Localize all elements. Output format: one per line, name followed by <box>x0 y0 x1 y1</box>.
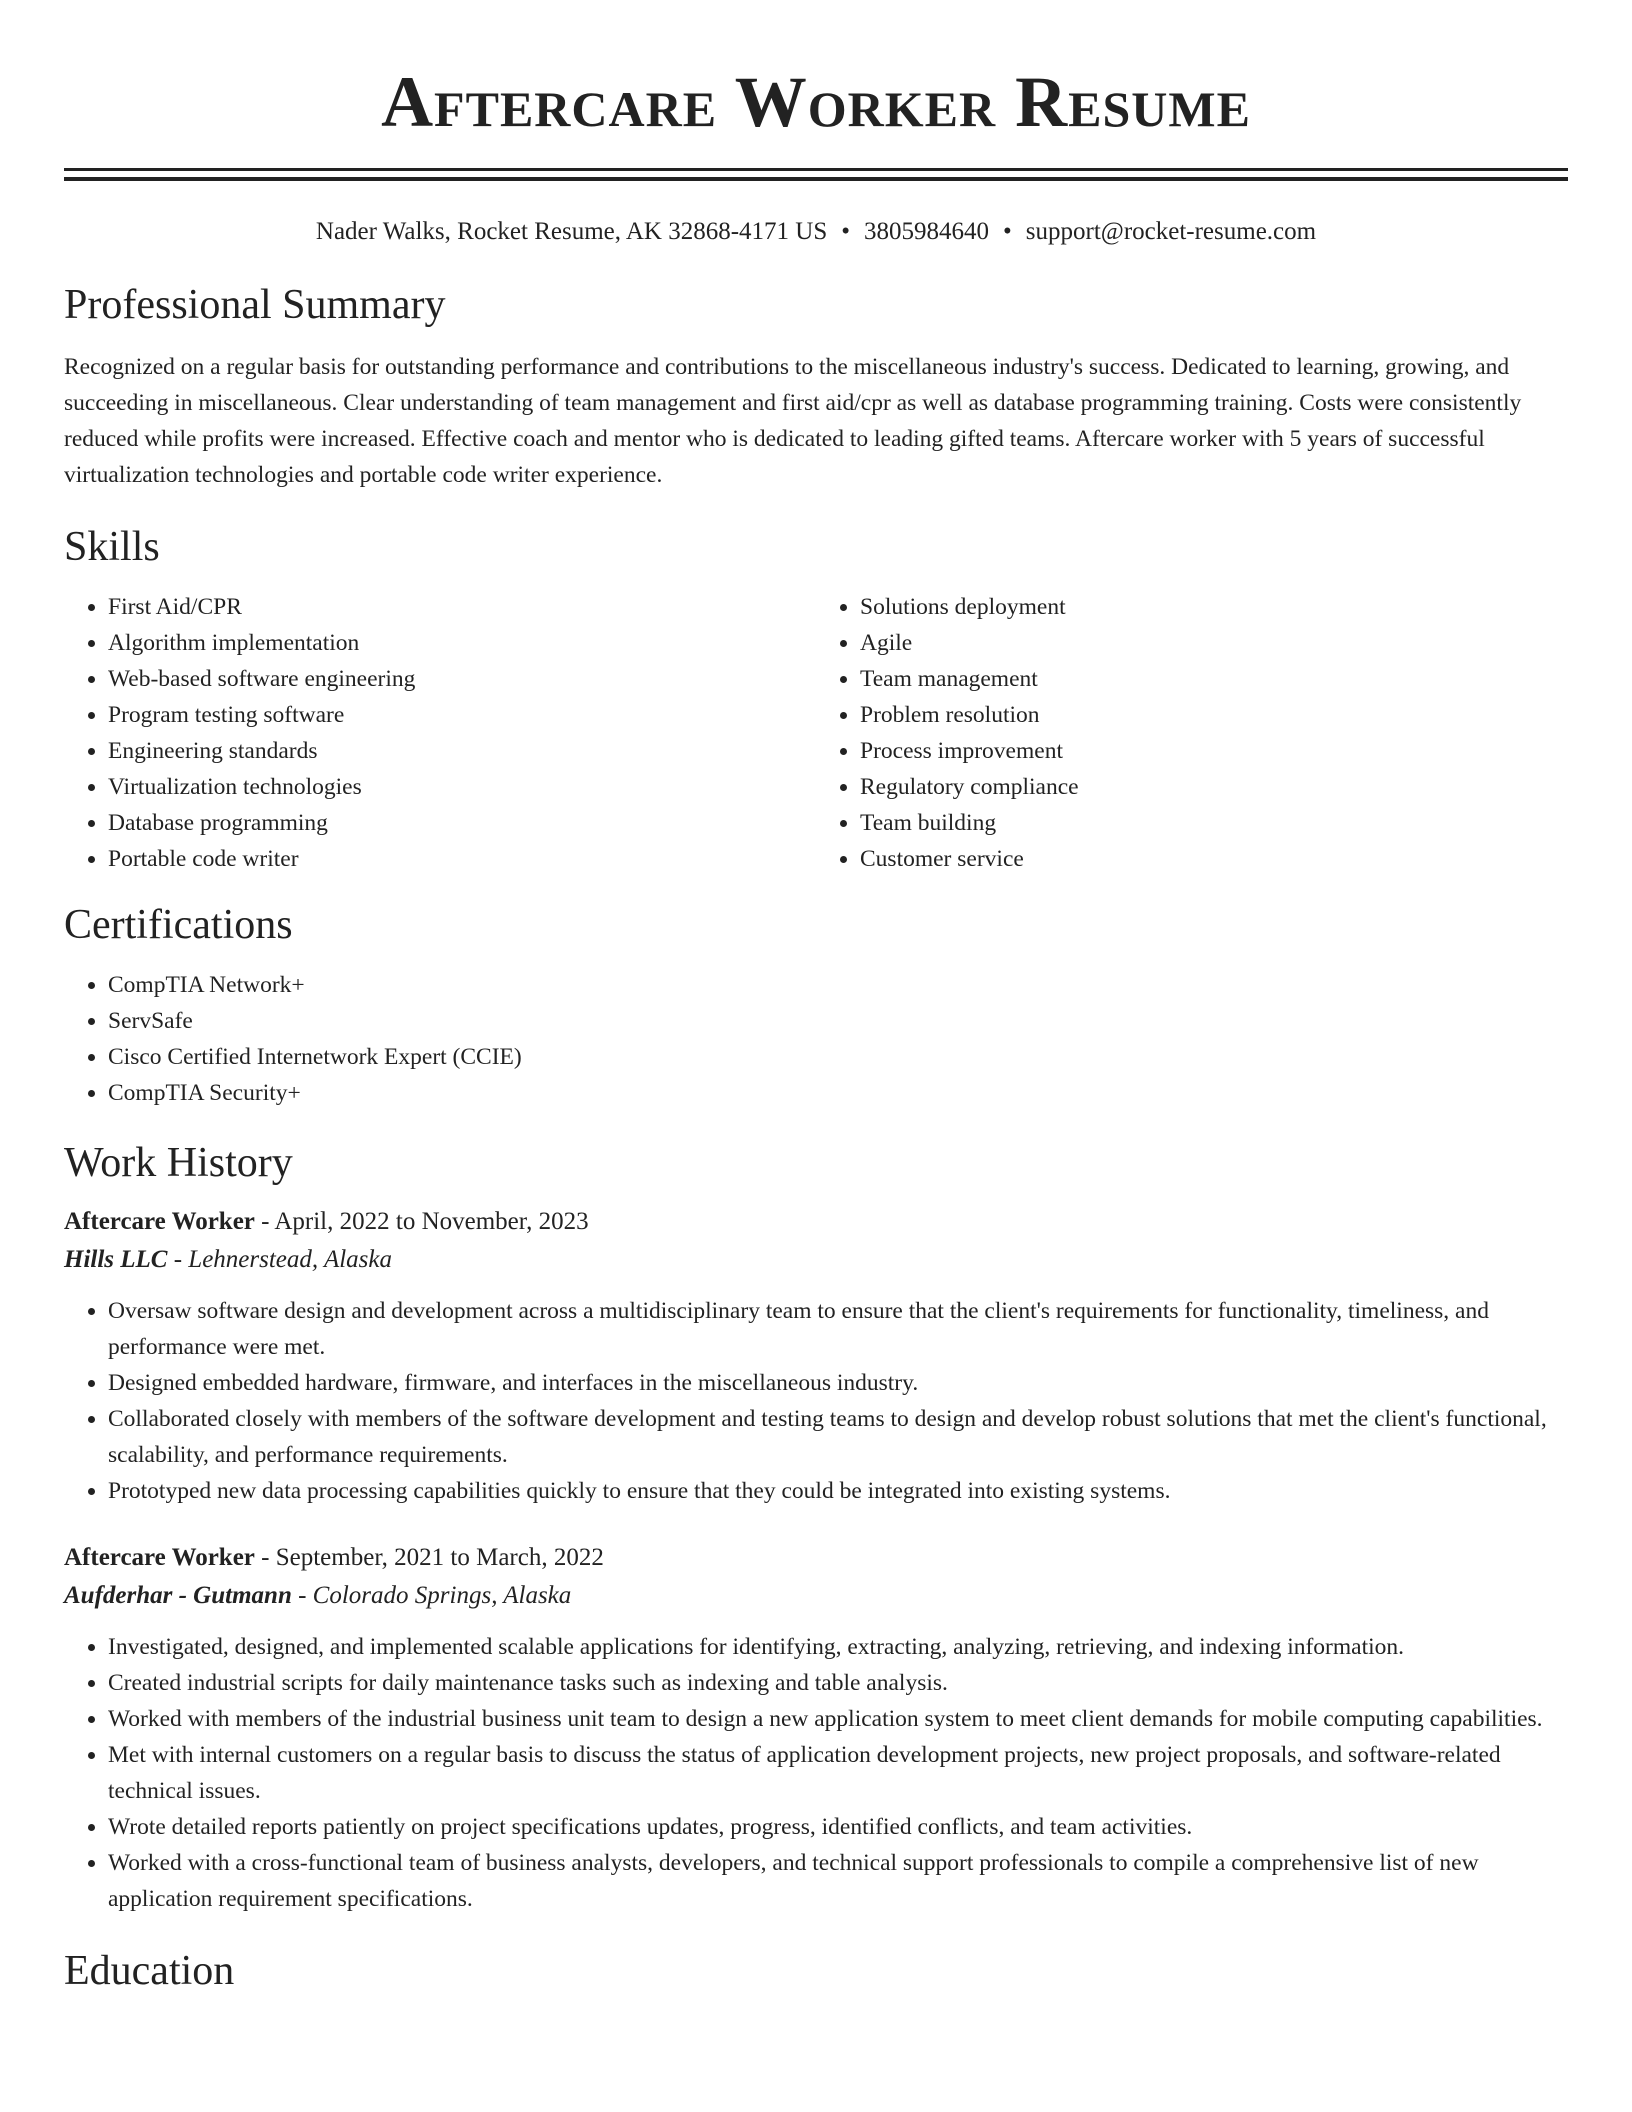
skills-list-left <box>64 589 816 877</box>
job-bullets <box>64 1629 1568 1917</box>
job-bullet: • Worked with a cross-functional team of business analysts, developers, and technical support professionals to compile a comprehensive list of new application requirement specifications. <box>108 1845 1568 1917</box>
certification-item: • Cisco Certified Internetwork Expert (CCIE) <box>108 1039 1568 1075</box>
job-bullet: • Worked with members of the industrial business unit team to design a new application system to meet client demands for mobile computing capabilities. <box>108 1701 1568 1737</box>
job-company: Aufderhar - Gutmann <box>64 1582 292 1609</box>
summary-heading: Professional Summary <box>64 282 446 328</box>
job-bullet: • Prototyped new data processing capabilities quickly to ensure that they could be integrated into existing systems. <box>108 1473 1568 1509</box>
skill-item: • Customer service <box>860 841 1568 877</box>
skill-item: • Team building <box>860 805 1568 841</box>
certification-item: • CompTIA Network+ <box>108 967 1568 1003</box>
job-location: - Lehnerstead, Alaska <box>173 1246 392 1273</box>
skill-item: • Agile <box>860 625 1568 661</box>
job-bullet: • Investigated, designed, and implemented scalable applications for identifying, extracting, analyzing, retrieving, and indexing information. <box>108 1629 1568 1665</box>
job-company: Hills LLC <box>64 1246 168 1273</box>
skill-item: • Program testing software <box>108 697 816 733</box>
job-header <box>64 1203 1568 1241</box>
job-bullet: • Created industrial scripts for daily maintenance tasks such as indexing and table analysis. <box>108 1665 1568 1701</box>
contact-line <box>64 215 1568 249</box>
title-divider-thick <box>64 177 1568 181</box>
skill-item: • Engineering standards <box>108 733 816 769</box>
job-bullet: • Wrote detailed reports patiently on project specifications updates, progress, identified conflicts, and team activities. <box>108 1809 1568 1845</box>
job-bullet: • Oversaw software design and development across a multidisciplinary team to ensure that the client's requirements for functionality, timeliness, and performance were met. <box>108 1293 1568 1365</box>
job-bullets <box>64 1293 1568 1509</box>
job-dates: - April, 2022 to November, 2023 <box>261 1208 589 1235</box>
certifications-list <box>64 967 1568 1111</box>
certifications-heading: Certifications <box>64 902 293 948</box>
skill-item: • Portable code writer <box>108 841 816 877</box>
resume-title: Aftercare Worker Resume <box>381 62 1251 142</box>
contact-email: support@rocket-resume.com <box>1025 218 1317 245</box>
certification-item: • ServSafe <box>108 1003 1568 1039</box>
job-location: - Colorado Springs, Alaska <box>298 1582 572 1609</box>
job-company-line <box>64 1577 1568 1615</box>
contact-phone: 3805984640 <box>864 218 990 245</box>
job-entry <box>64 1203 1568 1509</box>
job-dates: - September, 2021 to March, 2022 <box>261 1544 604 1571</box>
skill-item: • Database programming <box>108 805 816 841</box>
skill-item: • Team management <box>860 661 1568 697</box>
job-entry <box>64 1539 1568 1917</box>
summary-text: Recognized on a regular basis for outstanding performance and contributions to the miscellaneous industry's success. Dedicated to learning, growing, and succeeding in miscellaneous. Clear understanding of team management and first aid/cpr as well as database programming training. Costs were consistently reduced while profits were increased. Effective coach and mentor who is dedicated to leading gifted teams. Aftercare worker with 5 years of successful virtualization technologies and portable code writer experience. <box>64 354 1522 488</box>
skills-columns <box>64 589 1568 877</box>
skill-item: • Solutions deployment <box>860 589 1568 625</box>
skill-item: • First Aid/CPR <box>108 589 816 625</box>
skill-item: • Regulatory compliance <box>860 769 1568 805</box>
job-title: Aftercare Worker <box>64 1544 255 1571</box>
skill-item: • Process improvement <box>860 733 1568 769</box>
job-company-line <box>64 1241 1568 1279</box>
job-bullet: • Designed embedded hardware, firmware, and interfaces in the miscellaneous industry. <box>108 1365 1568 1401</box>
skill-item: • Virtualization technologies <box>108 769 816 805</box>
contact-separator: • <box>841 218 851 245</box>
job-bullet: • Collaborated closely with members of the software development and testing teams to design and develop robust solutions that met the client's functional, scalability, and performance requirements. <box>108 1401 1568 1473</box>
skill-item: • Web-based software engineering <box>108 661 816 697</box>
contact-address: Nader Walks, Rocket Resume, AK 32868-4171 US <box>315 218 828 245</box>
contact-separator: • <box>1003 218 1012 245</box>
certification-item: • CompTIA Security+ <box>108 1075 1568 1111</box>
title-divider-thin <box>64 168 1568 171</box>
job-header <box>64 1539 1568 1577</box>
job-title: Aftercare Worker <box>64 1208 255 1235</box>
work-history-heading: Work History <box>64 1140 293 1186</box>
skill-item: • Algorithm implementation <box>108 625 816 661</box>
skills-list-right <box>816 589 1568 877</box>
skill-item: • Problem resolution <box>860 697 1568 733</box>
job-bullet: • Met with internal customers on a regular basis to discuss the status of application development projects, new project proposals, and software-related technical issues. <box>108 1737 1568 1809</box>
skills-heading: Skills <box>64 524 160 570</box>
education-heading: Education <box>64 1948 235 1994</box>
